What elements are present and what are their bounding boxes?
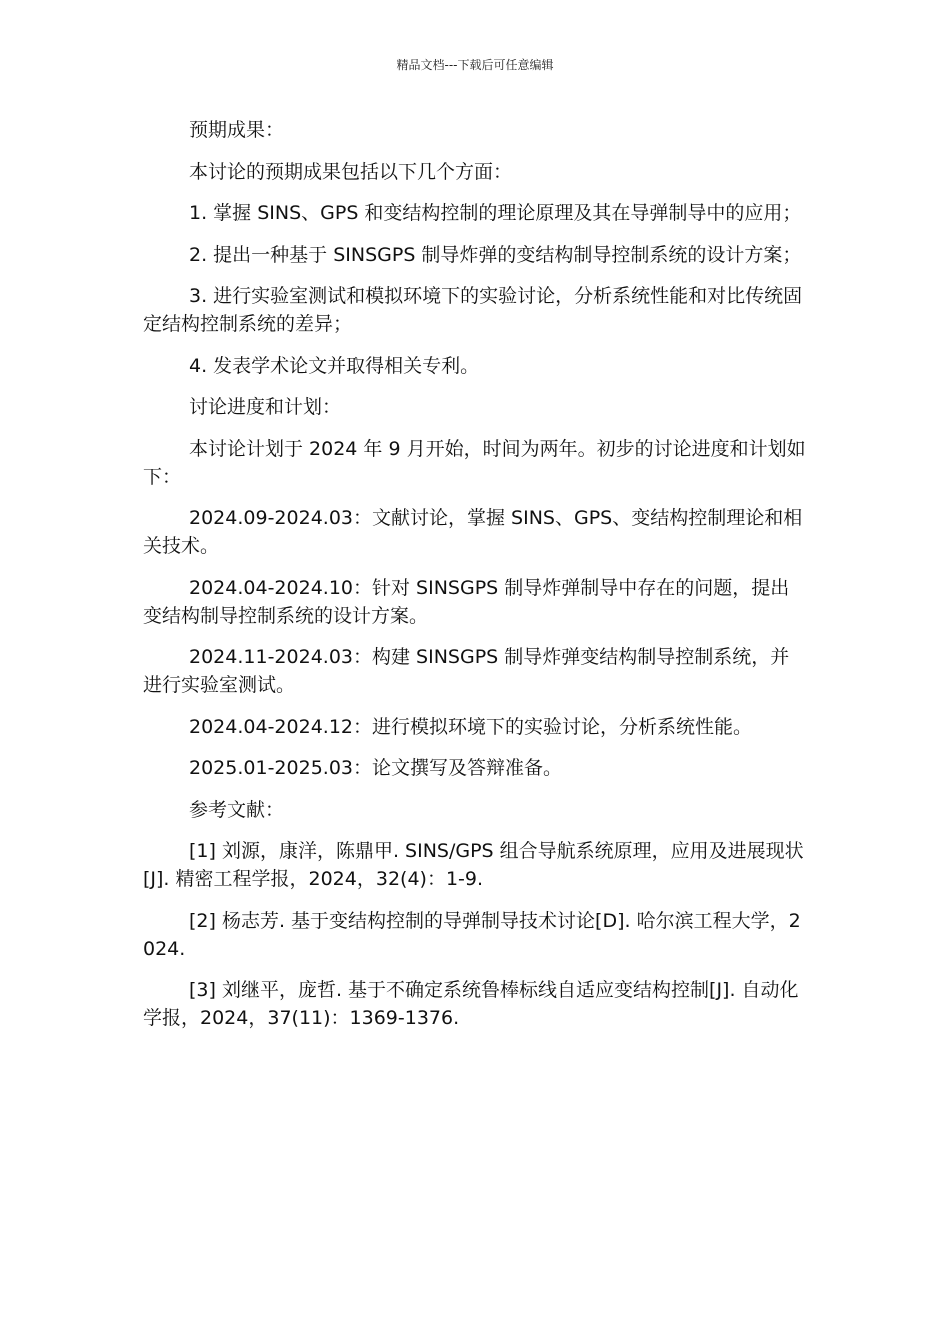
list-item-4: 4. 发表学术论文并取得相关专利。 (189, 354, 480, 377)
document-body (143, 116, 808, 1046)
heading-schedule: 讨论进度和计划： (189, 396, 342, 418)
schedule-item-2: 2024.04-2024.10：针对 SINSGPS 制导炸弹制导中存在的问题，提出变结构制导控制系统的设计方案。 (143, 576, 790, 627)
list-item-1: 1. 掌握 SINS、GPS 和变结构控制的理论原理及其在导弹制导中的应用； (189, 202, 802, 224)
schedule-item-1: 2024.09-2024.03：文献讨论，掌握 SINS、GPS、变结构控制理论和相关技术。 (143, 507, 803, 557)
schedule-item-4: 2024.04-2024.12：进行模拟环境下的实验讨论，分析系统性能。 (189, 715, 752, 738)
reference-3: [3] 刘继平，庞哲. 基于不确定系统鲁棒标线自适应变结构控制[J]. 自动化学报，2024，37(11)：1369-1376. (143, 979, 799, 1029)
heading-references: 参考文献： (189, 798, 285, 821)
reference-2: [2] 杨志芳. 基于变结构控制的导弹制导技术讨论[D]. 哈尔滨工程大学，2024. (143, 909, 801, 960)
schedule-item-5: 2025.01-2025.03：论文撰写及答辩准备。 (189, 757, 562, 779)
page-header: 精品文档---下载后可任意编辑 (396, 58, 554, 72)
paragraph-schedule-intro: 本讨论计划于 2024 年 9 月开始，时间为两年。初步的讨论进度和计划如下： (143, 437, 806, 488)
paragraph-intro: 本讨论的预期成果包括以下几个方面： (189, 160, 513, 183)
schedule-item-3: 2024.11-2024.03：构建 SINSGPS 制导炸弹变结构制导控制系统，并进行实验室测试。 (143, 646, 790, 696)
heading-expected-results: 预期成果： (189, 119, 285, 141)
list-item-2: 2. 提出一种基于 SINSGPS 制导炸弹的变结构制导控制系统的设计方案； (189, 243, 802, 266)
list-item-3: 3. 进行实验室测试和模拟环境下的实验讨论，分析系统性能和对比传统固定结构控制系统的差异； (143, 285, 803, 335)
reference-1: [1] 刘源，康洋，陈鼎甲. SINS/GPS 组合导航系统原理，应用及进展现状[J]. 精密工程学报，2024，32(4)：1-9. (143, 840, 804, 890)
